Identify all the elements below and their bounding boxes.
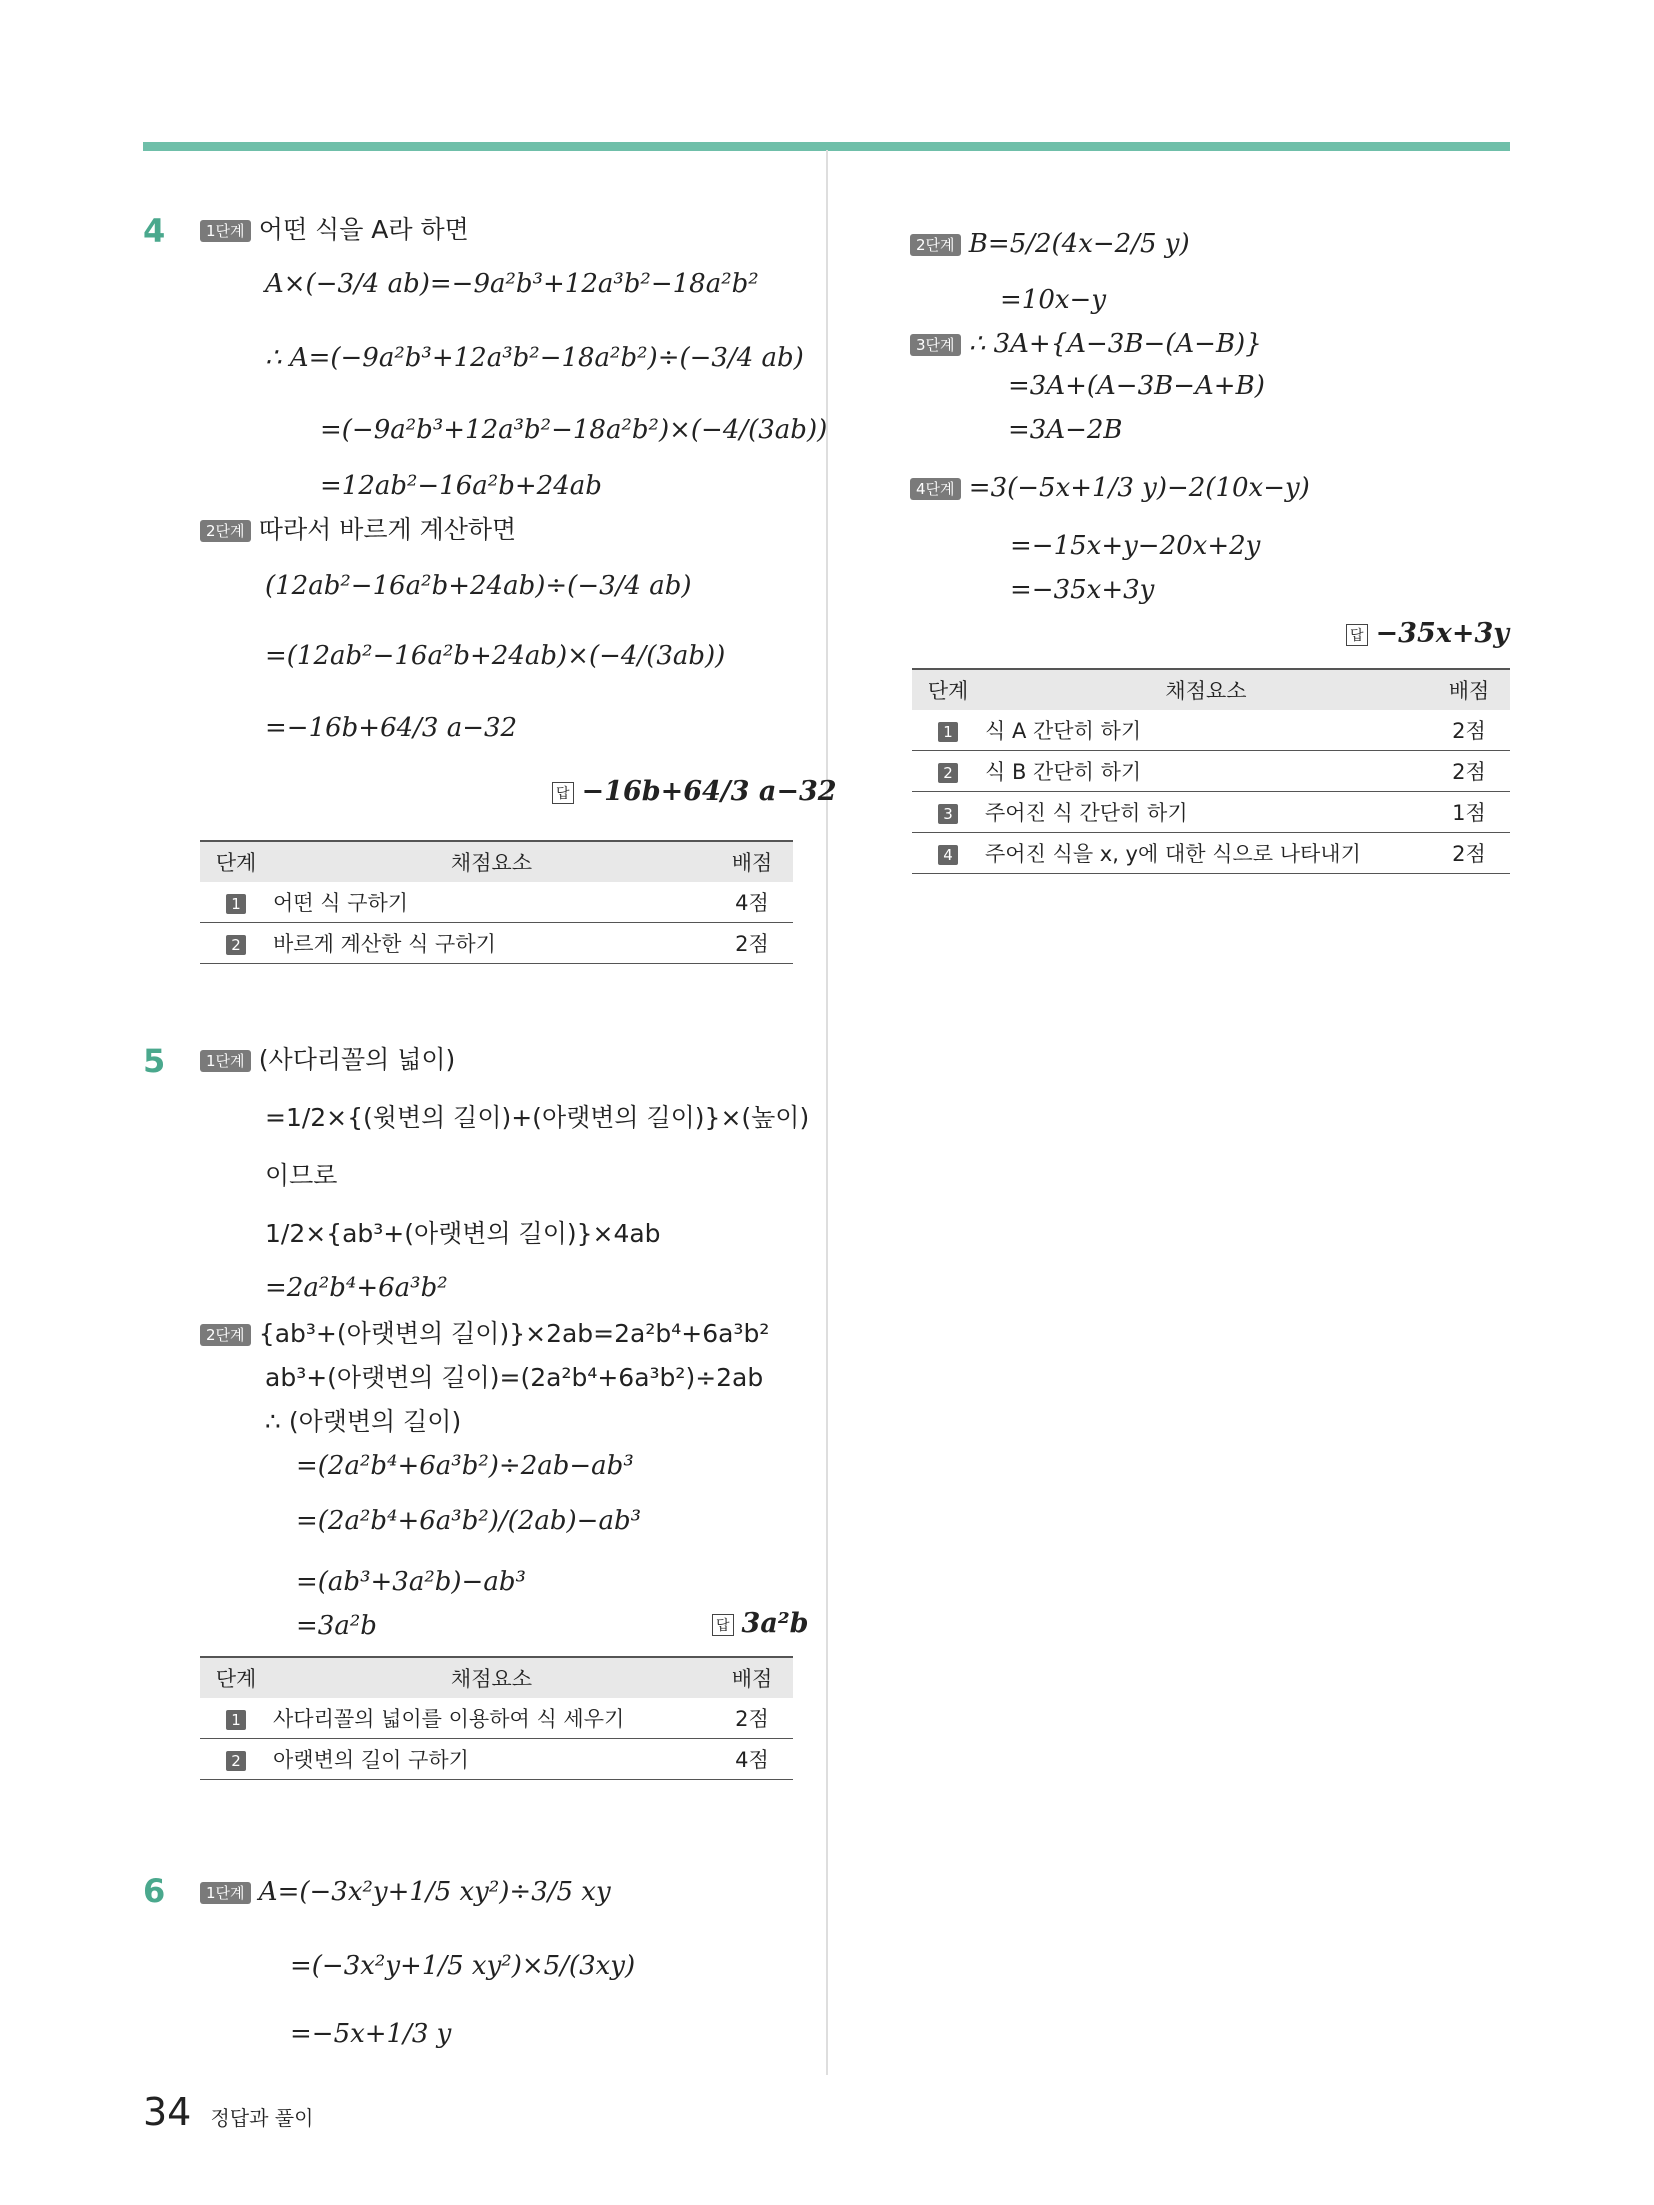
table-header-row: 단계 채점요소 배점 xyxy=(200,1657,793,1698)
q6-line-9: 4단계 =3(−5x+1/3 y)−2(10x−y) xyxy=(910,472,1310,504)
q5-line-2: =1/2×{(윗변의 길이)+(아랫변의 길이)}×(높이) xyxy=(265,1103,810,1132)
question-number-6: 6 xyxy=(143,1872,166,1910)
q4-line-9: =−16b+64/3 a−32 xyxy=(265,713,518,743)
table-row: 1 사다리꼴의 넓이를 이용하여 식 세우기 2점 xyxy=(200,1698,793,1739)
q4-line-7: (12ab²−16a²b+24ab)÷(−3/4 ab) xyxy=(265,571,692,601)
q5-line-9: =(2a²b⁴+6a³b²)÷2ab−ab³ xyxy=(296,1451,634,1481)
table-header-row: 단계 채점요소 배점 xyxy=(912,669,1510,710)
q5-line-4: 1/2×{ab³+(아랫변의 길이)}×4ab xyxy=(265,1219,661,1248)
q4-answer: 답 −16b+64/3 a−32 xyxy=(552,776,837,807)
q6-line-7: =3A+(A−3B−A+B) xyxy=(1008,371,1265,401)
q5-line-3: 이므로 xyxy=(265,1161,338,1190)
table-row: 1 어떤 식 구하기 4점 xyxy=(200,882,793,923)
table-row: 4 주어진 식을 x, y에 대한 식으로 나타내기 2점 xyxy=(912,833,1510,874)
q6-line-5: =10x−y xyxy=(1000,285,1107,315)
q4-line-8: =(12ab²−16a²b+24ab)×(−4/(3ab)) xyxy=(265,641,726,671)
q5-line-10: =(2a²b⁴+6a³b²)/(2ab)−ab³ xyxy=(296,1506,642,1536)
table-row: 2 식 B 간단히 하기 2점 xyxy=(912,751,1510,792)
page-footer xyxy=(143,2090,313,2134)
q4-line-3: ∴ A=(−9a²b³+12a³b²−18a²b²)÷(−3/4 ab) xyxy=(265,343,804,373)
step-badge-2: 2단계 xyxy=(910,234,961,256)
q4-score-table xyxy=(200,840,793,964)
q4-line-5: =12ab²−16a²b+24ab xyxy=(320,471,602,501)
q6-line-10: =−15x+y−20x+2y xyxy=(1010,531,1261,561)
q5-line-12: =3a²b xyxy=(296,1611,377,1641)
q5-line-11: =(ab³+3a²b)−ab³ xyxy=(296,1567,526,1597)
q5-line-5: =2a²b⁴+6a³b² xyxy=(265,1273,448,1303)
q6-line-8: =3A−2B xyxy=(1008,415,1123,445)
footer-title: 정답과 풀이 xyxy=(210,2106,314,2130)
step-badge-1: 1단계 xyxy=(200,1882,251,1904)
q5-line-7: ab³+(아랫변의 길이)=(2a²b⁴+6a³b²)÷2ab xyxy=(265,1363,764,1392)
table-header-row: 단계 채점요소 배점 xyxy=(200,841,793,882)
q6-line-3: =−5x+1/3 y xyxy=(290,2019,452,2049)
q4-line-6: 2단계 따라서 바르게 계산하면 xyxy=(200,514,516,546)
step-badge-3: 3단계 xyxy=(910,334,961,356)
step-badge-2: 2단계 xyxy=(200,1324,251,1346)
page-number: 34 xyxy=(143,2090,192,2134)
q6-line-6: 3단계 ∴ 3A+{A−3B−(A−B)} xyxy=(910,328,1262,360)
table-row: 3 주어진 식 간단히 하기 1점 xyxy=(912,792,1510,833)
q5-line-8: ∴ (아랫변의 길이) xyxy=(265,1407,462,1436)
q5-score-table xyxy=(200,1656,793,1780)
answer-badge: 답 xyxy=(552,782,574,804)
step-badge-4: 4단계 xyxy=(910,478,961,500)
q6-line-1: 1단계 A=(−3x²y+1/5 xy²)÷3/5 xy xyxy=(200,1876,611,1908)
table-row: 2 아랫변의 길이 구하기 4점 xyxy=(200,1739,793,1780)
q5-line-1: 1단계 (사다리꼴의 넓이) xyxy=(200,1044,455,1076)
q4-line-1: 1단계 어떤 식을 A라 하면 xyxy=(200,214,469,246)
q5-line-6: 2단계 {ab³+(아랫변의 길이)}×2ab=2a²b⁴+6a³b² xyxy=(200,1318,769,1350)
step-badge-1: 1단계 xyxy=(200,220,251,242)
step-badge-1: 1단계 xyxy=(200,1050,251,1072)
question-number-5: 5 xyxy=(143,1042,166,1080)
q6-line-11: =−35x+3y xyxy=(1010,575,1155,605)
q6-answer: 답 −35x+3y xyxy=(1346,618,1509,649)
q4-line-4: =(−9a²b³+12a³b²−18a²b²)×(−4/(3ab)) xyxy=(320,415,828,445)
step-badge-2: 2단계 xyxy=(200,520,251,542)
answer-badge: 답 xyxy=(1346,624,1368,646)
q6-line-4: 2단계 B=5/2(4x−2/5 y) xyxy=(910,228,1190,260)
q6-line-2: =(−3x²y+1/5 xy²)×5/(3xy) xyxy=(290,1951,636,1981)
q6-score-table xyxy=(912,668,1510,874)
q5-answer: 답 3a²b xyxy=(712,1608,809,1639)
table-row: 2 바르게 계산한 식 구하기 2점 xyxy=(200,923,793,964)
question-number-4: 4 xyxy=(143,212,166,250)
q4-line-2: A×(−3/4 ab)=−9a²b³+12a³b²−18a²b² xyxy=(265,269,759,299)
table-row: 1 식 A 간단히 하기 2점 xyxy=(912,710,1510,751)
answer-badge: 답 xyxy=(712,1614,734,1636)
